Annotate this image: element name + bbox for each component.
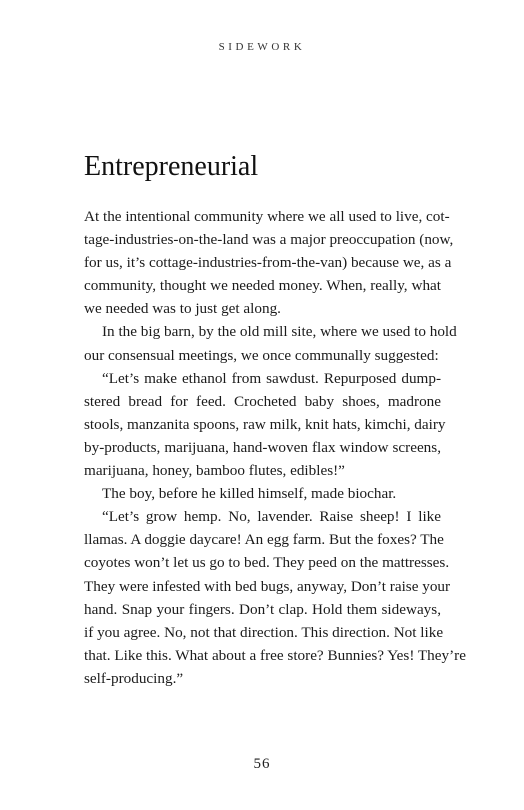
- text-line: community, thought we needed money. When, really, what: [84, 277, 441, 295]
- text-line: if you agree. No, not that direction. This direction. Not like: [84, 623, 444, 641]
- text-line: coyotes won’t let us go to bed. They peed on the mattresses.: [84, 554, 450, 572]
- paragraph: [84, 367, 446, 482]
- text-line: In the big barn, by the old mill site, where we used to hold: [102, 323, 457, 341]
- text-line: They were infested with bed bugs, anyway, Don’t raise your: [84, 577, 451, 595]
- text-line: At the intentional community where we all used to live, cot-: [84, 208, 450, 225]
- text-line: we needed was to just get along.: [84, 300, 281, 318]
- text-line: stered bread for feed. Crocheted baby shoes, madrone: [84, 392, 441, 410]
- text-line: by-products, marijuana, hand-woven flax window screens,: [84, 438, 441, 456]
- chapter-title: Entrepreneurial: [84, 151, 259, 182]
- text-line: marijuana, honey, bamboo flutes, edibles!”: [84, 462, 345, 480]
- text-line: our consensual meetings, we once communally suggested:: [84, 346, 439, 364]
- text-line: self-producing.”: [84, 669, 184, 687]
- text-line: for us, it’s cottage-industries-from-the-van) because we, as a: [84, 254, 452, 272]
- running-head: SIDEWORK: [218, 41, 306, 53]
- text-line: hand. Snap your fingers. Don’t clap. Hold them sideways,: [84, 600, 441, 618]
- paragraph: [84, 320, 457, 366]
- page-number: 56: [253, 756, 271, 772]
- paragraph: [84, 205, 454, 320]
- text-line: “Let’s grow hemp. No, lavender. Raise sheep! I like: [102, 508, 441, 526]
- paragraph: [84, 505, 466, 690]
- text-line: llamas. A doggie daycare! An egg farm. But the foxes? The: [84, 531, 444, 549]
- text-line: The boy, before he killed himself, made biochar.: [102, 485, 397, 503]
- text-line: stools, manzanita spoons, raw milk, knit hats, kimchi, dairy: [84, 415, 446, 433]
- text-line: tage-industries-on-the-land was a major preoccupation (now,: [84, 231, 454, 249]
- text-line: “Let’s make ethanol from sawdust. Repurposed dump-: [102, 369, 441, 387]
- body-text: [84, 205, 466, 690]
- text-line: that. Like this. What about a free store? Bunnies? Yes! They’re: [84, 646, 466, 664]
- paragraph: [84, 482, 441, 505]
